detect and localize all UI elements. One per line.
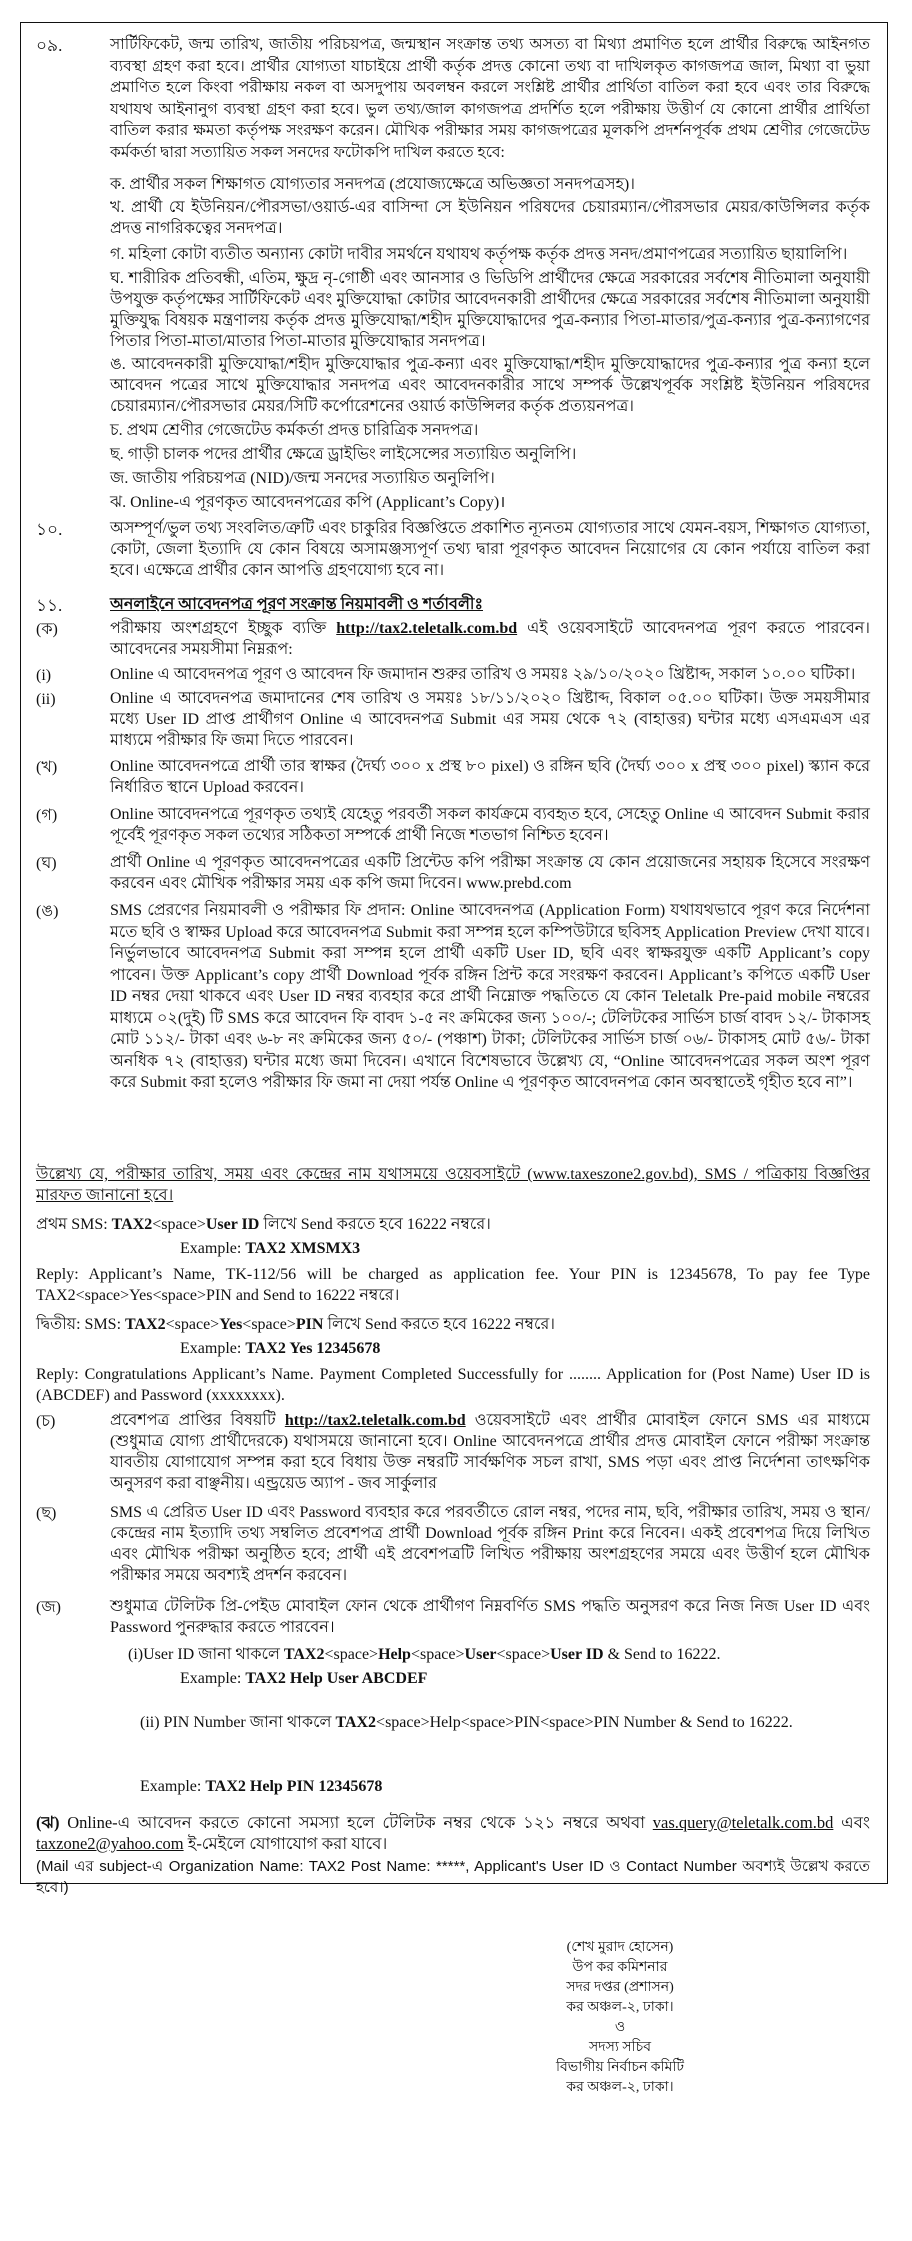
- first-sms-line: [36, 1214, 870, 1235]
- sms2-pin: PIN: [295, 1316, 324, 1333]
- s11-mark-ga: (গ): [36, 807, 58, 824]
- recovery-pin-line: [140, 1712, 870, 1733]
- recovery-userid-example: [180, 1668, 870, 1689]
- sms1-keyword: TAX2: [111, 1216, 153, 1233]
- ja-ii-instruction: <space>Help<space>PIN<space>PIN Number & Send to 16222.: [376, 1714, 793, 1731]
- s09-item-umo: ঙ. আবেদনকারী মুক্তিযোদ্ধা/শহীদ মুক্তিযোদ্ধার পুত্র-কন্যা এবং মুক্তিযোদ্ধা/শহীদ মুক্তিযোদ্ধাদের পুত্র-কন্যার পুত্র কন্যা হলে আবেদন পত্রের সাথে মুক্তিযোদ্ধার সনদপত্র এবং আবেদনকারীর সাথে সম্পর্ক উল্লেখপূর্বক সংশ্লিষ্ট ইউনিয়ন পরিষদের চেয়ারম্যান/পৌরসভার মেয়র/সিটি কর্পোরেশনের ওয়ার্ড কাউন্সিলর কর্তৃক প্রত্যয়নপত্র।: [110, 356, 870, 415]
- second-sms-example: [180, 1338, 870, 1359]
- s11-mark-umo: (ঙ): [36, 903, 59, 920]
- sms2-yes: Yes: [219, 1316, 243, 1333]
- second-sms-reply: Reply: Congratulations Applicant’s Name. Payment Completed Successfully for ........ Application for (Post Name) User ID is (ABCDEF) and Password (xxxxxxxx).: [36, 1366, 870, 1404]
- s11-item-ga: Online আবেদনপত্রে পূরণকৃত তথ্যই যেহেতু পরবর্তী সকল কার্যক্রমে ব্যবহৃত হবে, সেহেতু Online এ আবেদন Submit করার পূর্বেই পূরণকৃত সকল তথ্যের সঠিকতা সম্পর্কে প্রার্থী নিজে শতভাগ নিশ্চিত হবেন।: [110, 806, 870, 844]
- s11-item-umo: SMS প্রেরণের নিয়মাবলী ও পরীক্ষার ফি প্রদান: Online আবেদনপত্র (Application Form) যথাযথভাবে পূরণ করে নির্দেশনা মতে ছবি ও স্বাক্ষর Upload করে আবেদনপত্র Submit করা সম্পন্ন হলে কম্পিউটারে ছবিসহ Application Preview দেখা যাবে। নির্ভুলভাবে আবেদনপত্র Submit করা সম্পন্ন হলে প্রার্থী একটি User ID, ছবি এবং স্বাক্ষরযুক্ত একটি Applicant’s copy পাবেন। উক্ত Applicant’s copy প্রার্থী Download পূর্বক রঙ্গিন প্রিন্ট করে সংরক্ষণ করবেন। Applicant’s কপিতে একটি User ID নম্বর দেয়া থাকবে এবং User ID নম্বর ব্যবহার করে প্রার্থী নিম্নোক্ত পদ্ধতিতে যে কোন Teletalk Pre-paid mobile নম্বরের মাধ্যমে ০২(দুই) টি SMS করে আবেদন ফি বাবদ ১-৫ নং ক্রমিকের জন্য ১০০/-; টেলিটকের সার্ভিস চার্জ বাবদ ১২/- টাকাসহ মোট ১১২/- টাকা এবং ৬-৮ নং ক্রমিকের জন্য ৫০/- (পঞ্চাশ) টাকা; টেলিটকের সার্ভিস চার্জ ০৬/- টাকাসহ মোট ৫৬/- টাকা অনধিক ৭২ (বাহাত্তর) ঘন্টার মধ্যে জমা দিবেন। এখানে বিশেষভাবে উল্লেখ্য যে, “Online আবেদনপত্রের সকল অংশ পূরণ করে Submit করা হলেও পরীক্ষার ফি জমা না দেয়া পর্যন্ত Online এ পূরণকৃত আবেদনপত্র কোন অবস্থাতেই গৃহীত হবে না”।: [110, 902, 870, 1091]
- teletalk-email-link[interactable]: vas.query@teletalk.com.bd: [652, 1813, 834, 1832]
- ja-i-keyword: TAX2: [283, 1646, 325, 1663]
- ja-i-send: & Send to 16222.: [607, 1646, 721, 1663]
- s09-item-ja: জ. জাতীয় পরিচয়পত্র (NID)/জন্ম সনদের সত্যায়িত অনুলিপি।: [110, 470, 495, 487]
- sms2-example-value: TAX2 Yes 12345678: [245, 1340, 381, 1357]
- s11-item-ii: Online এ আবেদনপত্র জমাদানের শেষ তারিখ ও সময়ঃ ১৮/১১/২০২০ খ্রিষ্টাব্দ, বিকাল ০৫.০০ ঘটিকা। উক্ত সময়সীমার মধ্যে User ID প্রাপ্ত প্রার্থীগণ Online এ আবেদনপত্র Submit এর সময় থেকে ৭২ (বাহাত্তর) ঘন্টার মধ্যে এসএমএস এর মাধ্যমে পরীক্ষার ফি জমা দিতে পারবেন।: [110, 690, 870, 749]
- section-09-intro: সার্টিফিকেট, জন্ম তারিখ, জাতীয় পরিচয়পত্র, জন্মস্থান সংক্রান্ত তথ্য অসত্য বা মিথ্যা প্রমাণিত হলে প্রার্থীর বিরুদ্ধে আইনগত ব্যবস্থা গ্রহণ করা হবে। প্রার্থীর যোগ্যতা যাচাইয়ে প্রার্থী কর্তৃক প্রদত্ত কোনো তথ্য বা দাখিলকৃত কাগজপত্র জাল, মিথ্যা বা ভুয়া প্রমাণিত হলে কিংবা পরীক্ষায় নকল বা অসদুপায় অবলম্বন করলে সংশ্লিষ্ট প্রার্থীর প্রার্থিতা বাতিল করা হবে এবং তার বিরুদ্ধে যথাযথ আইনানুগ ব্যবস্থা গ্রহণ করা হবে। ভুল তথ্য/জাল কাগজপত্র প্রদর্শিত হলে পরীক্ষায় উত্তীর্ণ যে কোনো প্রার্থীর প্রার্থিতা বাতিল করার ক্ষমতা কর্তৃপক্ষ সংরক্ষণ করেন। মৌখিক পরীক্ষার সময় কাগজপত্রের মূলকপি প্রদর্শনপূর্বক প্রথম শ্রেণীর গেজেটেড কর্মকর্তা দ্বারা সত্যায়িত সকল সনদের ফটোকপি দাখিল করতে হবে:: [110, 36, 870, 161]
- first-sms-example: [180, 1238, 870, 1259]
- signatory-name: (শেখ মুরাদ হোসেন): [566, 1940, 674, 1955]
- ja-i-help: Help: [378, 1646, 411, 1663]
- admit-card-download-info: SMS এ প্রেরিত User ID এবং Password ব্যবহার করে পরবর্তীতে রোল নম্বর, পদের নাম, ছবি, পরীক্ষার তারিখ, সময় ও স্থান/কেন্দ্রের নাম ইত্যাদি তথ্য সম্বলিত প্রবেশপত্র প্রার্থী Download পূর্বক রঙ্গিন Print করে নিবেন। একই প্রবেশপত্র দিয়ে লিখিত এবং মৌখিক পরীক্ষা অনুষ্ঠিত হবে; প্রার্থী এই প্রবেশপত্রটি লিখিত পরীক্ষায় অংশগ্রহণের সময়ে এবং উত্তীর্ণ হলে মৌখিক পরীক্ষার সময়ে অবশ্যই প্রদর্শন করবেন।: [110, 1504, 870, 1584]
- ja-example-label-1: Example:: [180, 1670, 242, 1687]
- recovery-pin-example: [140, 1776, 870, 1797]
- sms1-instruction: লিখে Send করতে হবে 16222 নম্বরে।: [263, 1216, 491, 1233]
- sms2-label: দ্বিতীয়: SMS:: [36, 1316, 122, 1333]
- section-10-text: অসম্পূর্ণ/ভুল তথ্য সংবলিত/ত্রুটি এবং চাকুরির বিজ্ঞপ্তিতে প্রকাশিত ন্যূনতম যোগ্যতার সাথে যেমন-বয়স, শিক্ষাগত যোগ্যতা, কোটা, জেলা ইত্যাদি যে কোন বিষয়ে অসামঞ্জস্যপূর্ণ তথ্য দ্বারা পূরণকৃত আবেদন নিয়োগের যে কোন পর্যায়ে বাতিল করা হবে। এক্ষেত্রে প্রার্থীর কোন আপত্তি গ্রহণযোগ্য হবে না।: [110, 520, 870, 579]
- section-10-number: ১০.: [36, 520, 63, 539]
- admit-card-url-link[interactable]: http://tax2.teletalk.com.bd: [284, 1412, 466, 1429]
- s09-item-cha: চ. প্রথম শ্রেণীর গেজেটেড কর্মকর্তা প্রদত্ত চারিত্রিক সনদপত্র।: [110, 422, 479, 439]
- help-contact: [36, 1812, 870, 1854]
- ja-i-space-2: <space>: [410, 1646, 465, 1663]
- s11-mark-i: (i): [36, 667, 52, 684]
- jha-text-c: ই-মেইলে যোগাযোগ করা যাবে।: [187, 1834, 388, 1853]
- ja-ii-label: (ii) PIN Number জানা থাকলে: [140, 1714, 332, 1731]
- ja-i-label: (i)User ID জানা থাকলে: [128, 1646, 280, 1663]
- teletalk-url-link[interactable]: http://tax2.teletalk.com.bd: [336, 620, 518, 637]
- s11-item-i: Online এ আবেদনপত্র পূরণ ও আবেদন ফি জমাদান শুরুর তারিখ ও সময়ঃ ২৯/১০/২০২০ খ্রিষ্টাব্দ, সকাল ১০.০০ ঘটিকা।: [110, 666, 856, 683]
- ja-example-value-2: TAX2 Help PIN 12345678: [205, 1778, 383, 1795]
- s09-item-kha: খ. প্রার্থী যে ইউনিয়ন/পৌরসভা/ওয়ার্ড-এর বাসিন্দা সে ইউনিয়ন পরিষদের চেয়ারম্যান/পৌরসভার মেয়র/কাউন্সিলর কর্তৃক প্রদত্ত নাগরিকত্বের সনদপত্র।: [110, 199, 870, 237]
- signatory-zone-2: কর অঞ্চল-২, ঢাকা।: [566, 2080, 674, 2095]
- s11-mark-kha: (খ): [36, 759, 58, 776]
- ca-text-b: ওয়েবসাইটে এবং প্রার্থীর মোবাইল ফোনে SMS এর মাধ্যমে (শুধুমাত্র যোগ্য প্রার্থীদেরকে) যথাসময়ে জানানো হবে। Online আবেদনপত্রে প্রার্থীর প্রদত্ত মোবাইল ফোনে পরীক্ষা সংক্রান্ত যাবতীয় যোগাযোগ সম্পন্ন করা হবে বিধায় উক্ত নম্বরটি সার্বক্ষণিক সচল রাখা, SMS পড়া এবং প্রাপ্ত নির্দেশনা তাৎক্ষণিক অনুসরণ করা বাঞ্ছনীয়। এন্ড্রয়েড অ্যাপ - জব সার্কুলার: [110, 1412, 871, 1492]
- sms2-example-label: Example:: [180, 1340, 242, 1357]
- signatory-title: উপ কর কমিশনার: [572, 1960, 668, 1975]
- ja-i-space-1: <space>: [324, 1646, 379, 1663]
- s11-ka-text-b: এই ওয়েবসাইটে আবেদনপত্র পূরণ করতে পারবেন। আবেদনের সময়সীমা নিম্নরূপ:: [110, 620, 871, 658]
- section-09-number: ০৯.: [36, 36, 63, 55]
- ca-mark: (চ): [36, 1413, 56, 1430]
- jha-text-b: এবং: [841, 1813, 870, 1832]
- ja-example-label-2: Example:: [140, 1778, 202, 1795]
- taxzone-email-link[interactable]: taxzone2@yahoo.com: [36, 1834, 184, 1853]
- ja-ii-keyword: TAX2: [335, 1714, 377, 1731]
- sms1-label: প্রথম SMS:: [36, 1216, 108, 1233]
- s11-item-gha: প্রার্থী Online এ পূরণকৃত আবেদনপত্রের একটি প্রিন্টেড কপি পরীক্ষা সংক্রান্ত যে কোন প্রয়োজনের সহায়ক হিসেবে সংরক্ষণ করবেন এবং মৌখিক পরীক্ষার সময় এক কপি জমা দিবেন। www.prebd.com: [110, 854, 870, 892]
- s11-ka-text-a: পরীক্ষায় অংশগ্রহণে ইচ্ছুক ব্যক্তি: [110, 620, 327, 637]
- s11-mark-ii: (ii): [36, 691, 56, 708]
- chha-mark: (ছ): [36, 1505, 57, 1522]
- section-11-number: ১১.: [36, 596, 63, 615]
- ja-example-value-1: TAX2 Help User ABCDEF: [245, 1670, 428, 1687]
- sms2-space-1: <space>: [165, 1316, 220, 1333]
- ja-i-user: User: [464, 1646, 497, 1663]
- sms1-space: <space>: [152, 1216, 206, 1233]
- sms1-example-value: TAX2 XMSMX3: [245, 1240, 361, 1257]
- ja-i-userid: User ID: [550, 1646, 604, 1663]
- ja-mark: (জ): [36, 1599, 61, 1616]
- s09-item-jha: ঝ. Online-এ পূরণকৃত আবেদনপত্রের কপি (Applicant’s Copy)।: [110, 494, 506, 511]
- signatory-zone: কর অঞ্চল-২, ঢাকা।: [566, 2000, 674, 2015]
- signatory-role: সদস্য সচিব: [588, 2040, 651, 2055]
- admit-card-info: [110, 1410, 870, 1494]
- ja-i-space-3: <space>: [496, 1646, 551, 1663]
- s09-item-gha: ঘ. শারীরিক প্রতিবন্ধী, এতিম, ক্ষুদ্র নৃ-গোষ্ঠী এবং আনসার ও ভিডিপি প্রার্থীদের ক্ষেত্রে সরকারের সর্বশেষ নীতিমালা অনুযায়ী উপযুক্ত কর্তৃপক্ষের সার্টিফিকেট এবং মুক্তিযোদ্ধা কোটার আবেদনকারী প্রার্থীদের ক্ষেত্রে সরকারের সর্বশেষ নীতিমালা অনুযায়ী মুক্তিযুদ্ধ বিষয়ক মন্ত্রণালয় কর্তৃক প্রদত্ত মুক্তিযোদ্ধা/শহীদ মুক্তিযোদ্ধাদের পুত্র-কন্যার পিতা-মাতার/পুত্র-কন্যার পুত্র-কন্যাগণের পিতার পিতা-মাতা/মাতার পিতা-মাতার মুক্তিযোদ্ধার সনদপত্র।: [110, 270, 870, 350]
- sms1-example-label: Example:: [180, 1240, 242, 1257]
- sms2-space-2: <space>: [242, 1316, 296, 1333]
- jha-mark: (ঝ): [36, 1813, 60, 1832]
- s11-item-kha: Online আবেদনপত্রে প্রার্থী তার স্বাক্ষর (দৈর্ঘ্য ৩০০ x প্রস্থ ৮০ pixel) ও রঙ্গিন ছবি (দৈর্ঘ্য ৩০০ x প্রস্থ ৩০০ pixel) স্ক্যান করে নির্ধারিত স্থানে Upload করবেন।: [110, 758, 870, 796]
- recovery-userid-line: [128, 1644, 870, 1665]
- signature-block: [520, 1938, 720, 2098]
- s11-mark-gha: (ঘ): [36, 855, 57, 872]
- jha-text-a: Online-এ আবেদন করতে কোনো সমস্যা হলে টেলিটক নম্বর থেকে ১২১ নম্বরে অথবা: [67, 1813, 646, 1832]
- section-11-heading: অনলাইনে আবেদনপত্র পূরণ সংক্রান্ত নিয়মাবলী ও শর্তাবলীঃ: [110, 596, 483, 613]
- s11-item-ka: [110, 618, 870, 660]
- s09-item-chha: ছ. গাড়ী চালক পদের প্রার্থীর ক্ষেত্রে ড্রাইভিং লাইসেন্সের সত্যায়িত অনুলিপি।: [110, 446, 577, 463]
- signatory-and: ও: [614, 2020, 626, 2035]
- signatory-office: সদর দপ্তর (প্রশাসন): [566, 1980, 674, 1995]
- mail-subject-note: (Mail এর subject-এ Organization Name: TAX2 Post Name: *****, Applicant's User ID ও Contact Number অবশ্যই উল্লেখ করতে হবে।): [36, 1858, 870, 1896]
- signatory-committee: বিভাগীয় নির্বাচন কমিটি: [555, 2060, 685, 2075]
- recovery-info: শুধুমাত্র টেলিটক প্রি-পেইড মোবাইল ফোন থেকে প্রার্থীগণ নিম্নবর্ণিত SMS পদ্ধতি অনুসরণ করে নিজ নিজ User ID এবং Password পুনরুদ্ধার করতে পারবেন।: [110, 1598, 870, 1636]
- sms1-userid: User ID: [205, 1216, 260, 1233]
- first-sms-reply: Reply: Applicant’s Name, TK-112/56 will be charged as application fee. Your PIN is 12345678, To pay fee Type TAX2<space>Yes<space>PIN and Send to 16222 নম্বরে।: [36, 1266, 870, 1304]
- second-sms-line: [36, 1314, 870, 1335]
- s11-mark-ka: (ক): [36, 621, 58, 638]
- ca-text-a: প্রবেশপত্র প্রাপ্তির বিষয়টি: [110, 1412, 276, 1429]
- exam-date-notice: উল্লেখ্য যে, পরীক্ষার তারিখ, সময় এবং কেন্দ্রের নাম যথাসময়ে ওয়েবসাইটে (www.taxeszone2.gov.bd), SMS / পত্রিকায় বিজ্ঞপ্তির মারফত জানানো হবে।: [36, 1166, 870, 1204]
- sms2-instruction: লিখে Send করতে হবে 16222 নম্বরে।: [327, 1316, 555, 1333]
- sms2-keyword: TAX2: [125, 1316, 166, 1333]
- s09-item-ka: ক. প্রার্থীর সকল শিক্ষাগত যোগ্যতার সনদপত্র (প্রযোজ্যক্ষেত্রে অভিজ্ঞতা সনদপত্রসহ)।: [110, 176, 635, 193]
- s09-item-ga: গ. মহিলা কোটা ব্যতীত অন্যান্য কোটা দাবীর সমর্থনে যথাযথ কর্তৃপক্ষ কর্তৃক প্রদত্ত সনদ/প্রমাণপত্রের সত্যায়িত ছায়ালিপি।: [110, 246, 848, 263]
